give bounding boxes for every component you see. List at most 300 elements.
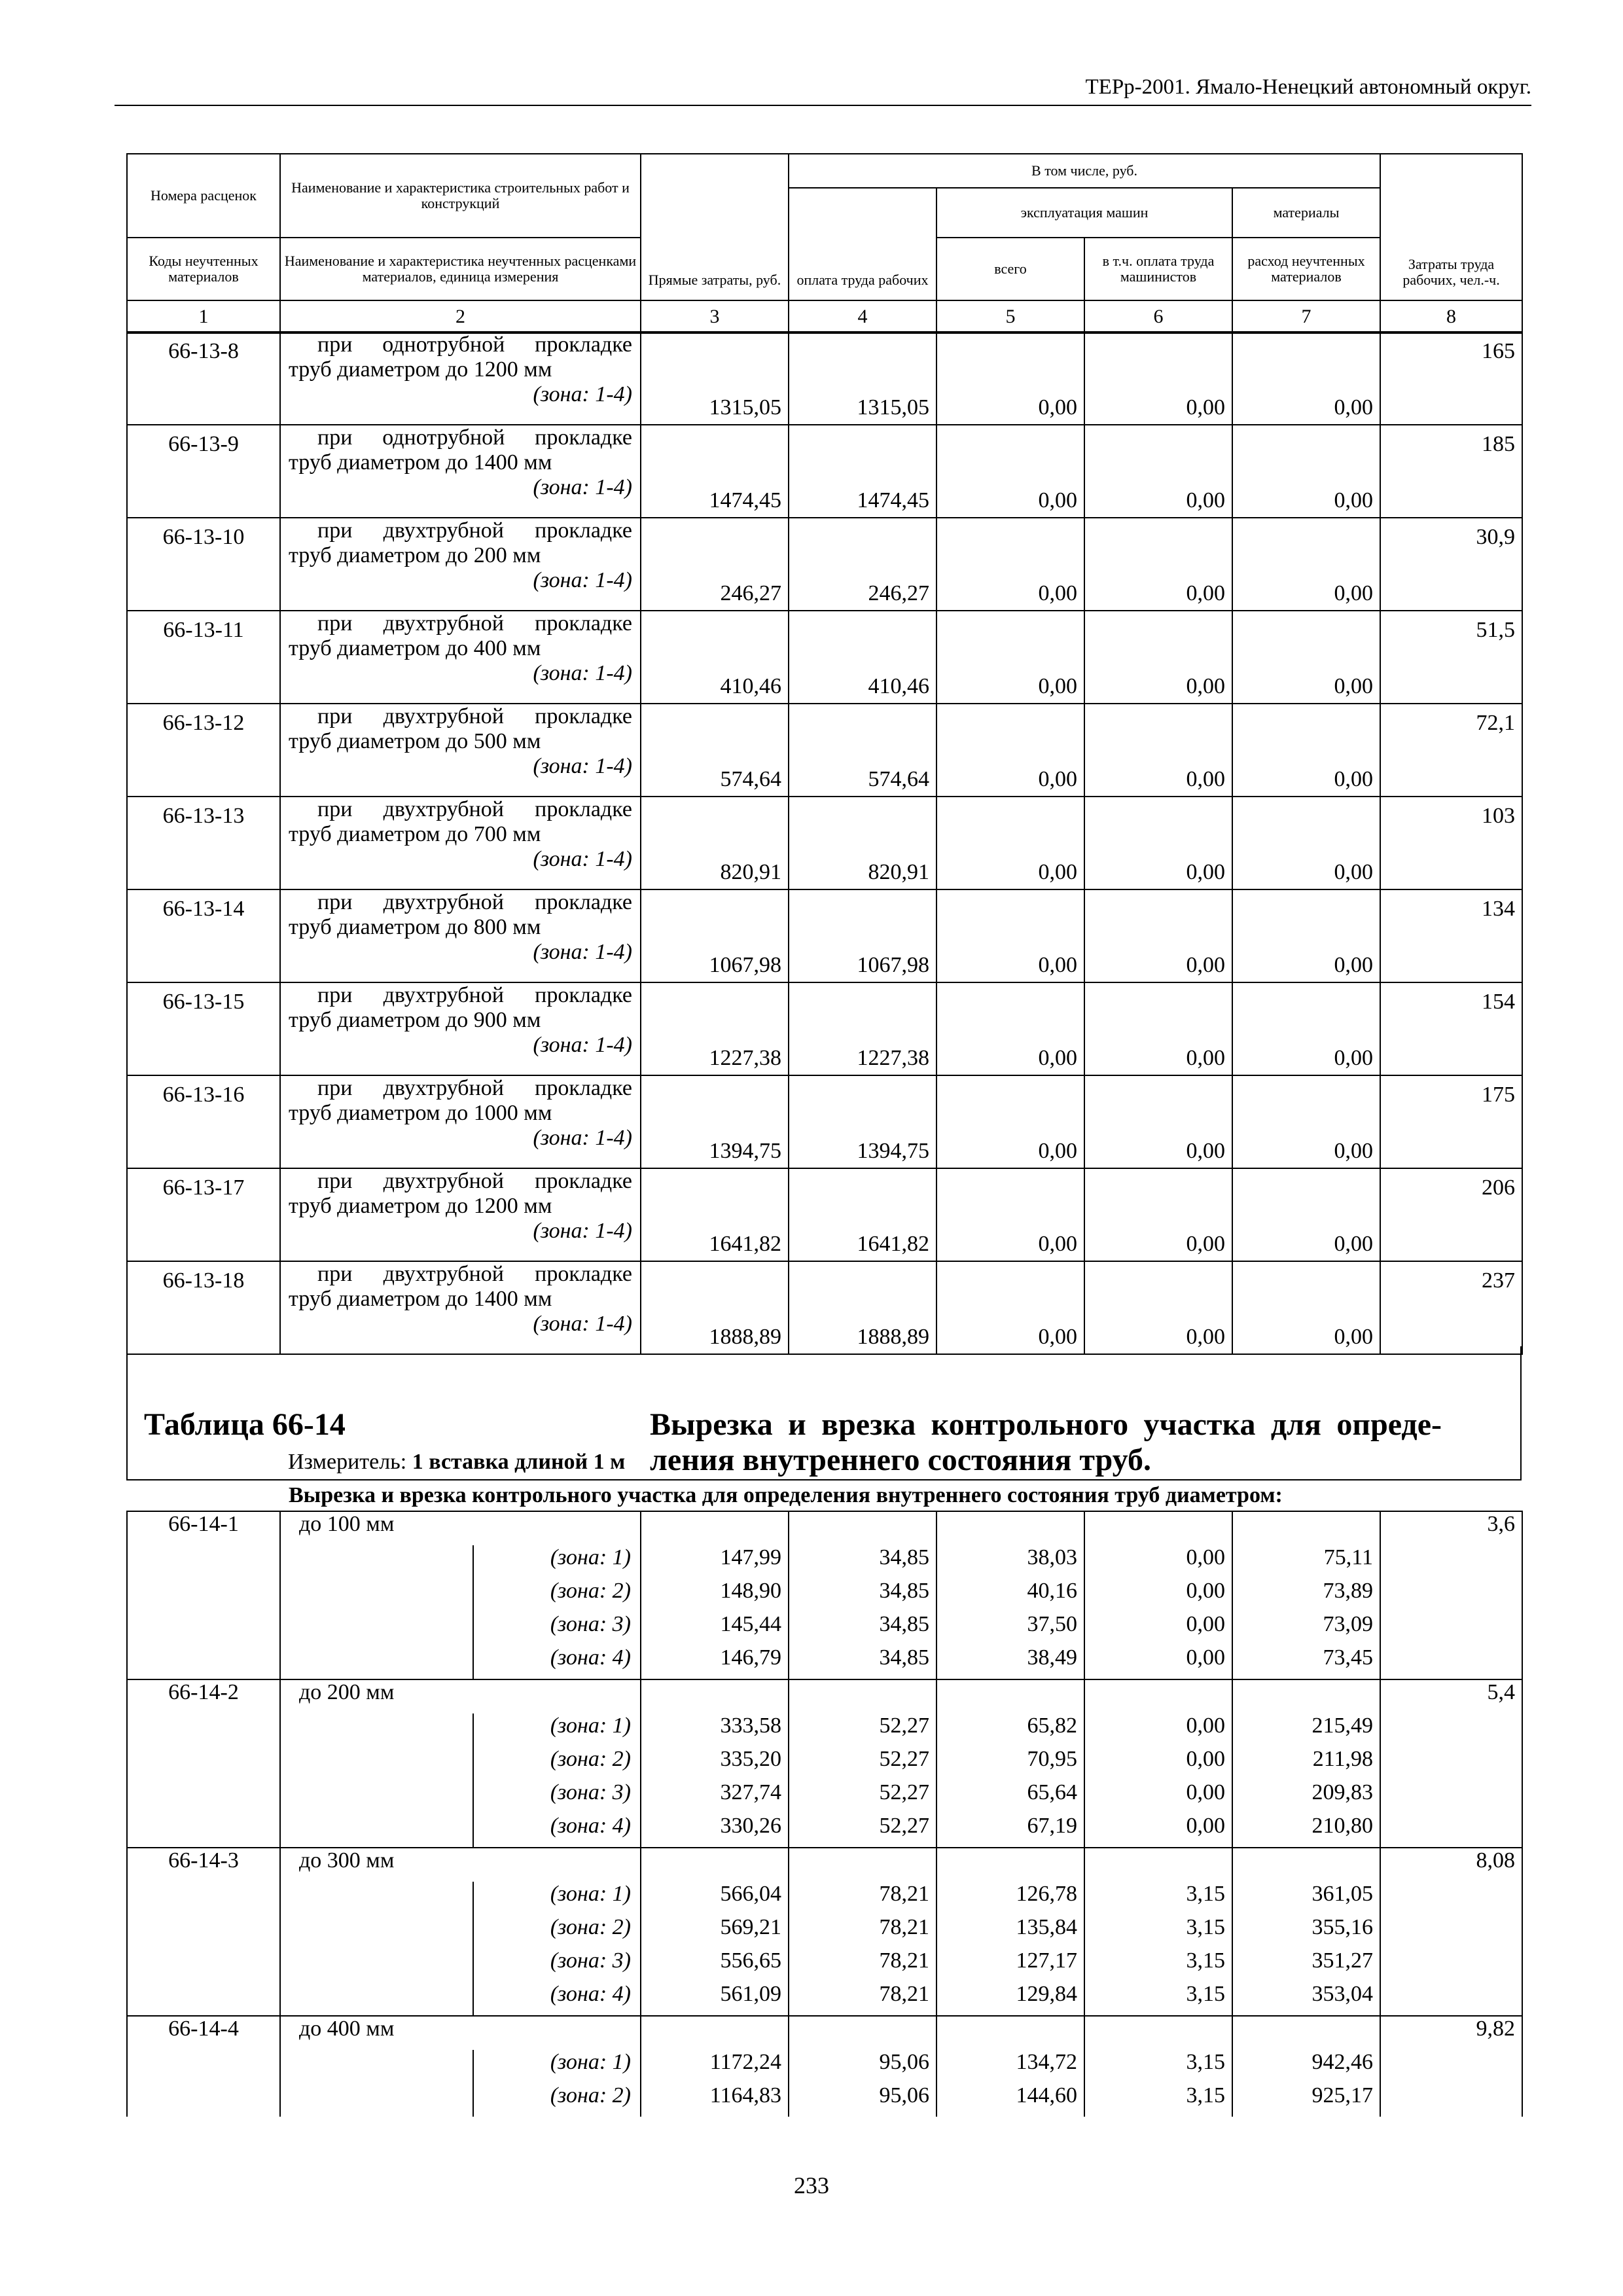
measure-unit: [288, 1449, 625, 1475]
worker-wages: 820,91: [789, 797, 936, 889]
zone-label: (зона: 3): [473, 1948, 641, 1982]
header-direct-costs: Прямые затраты, руб.: [641, 154, 789, 300]
running-header: ТЕРр-2001. Ямало-Ненецкий автономный округ.: [115, 73, 1531, 106]
description-line: труб диаметром до 1200 мм: [289, 1194, 552, 1218]
empty-cell: [280, 1780, 473, 1814]
empty-cell: [280, 1545, 473, 1579]
header-machine-operation: эксплуатация машин: [936, 188, 1232, 238]
direct-costs: 1474,45: [641, 425, 789, 518]
worker-wages: 78,21: [789, 1982, 936, 2016]
diameter-label: до 400 мм: [280, 2016, 641, 2050]
rate-code: 66-13-17: [127, 1168, 280, 1261]
zone-row: [127, 1713, 1522, 1747]
labor-costs: 134: [1380, 889, 1522, 982]
table-row: [127, 982, 1522, 1075]
machine-costs: 40,16: [936, 1579, 1084, 1612]
table-row: [127, 797, 1522, 889]
empty-cell: [1380, 1814, 1522, 1848]
empty-cell: [280, 1747, 473, 1780]
header-including: В том числе, руб.: [789, 154, 1380, 188]
empty-cell: [127, 1545, 280, 1579]
operator-wages: 0,00: [1084, 425, 1232, 518]
machine-costs: 38,49: [936, 1645, 1084, 1679]
worker-wages: 34,85: [789, 1645, 936, 1679]
worker-wages: 574,64: [789, 704, 936, 797]
direct-costs: 335,20: [641, 1747, 789, 1780]
zone-label: (зона: 2): [473, 2083, 641, 2117]
description-line: труб диаметром до 200 мм: [289, 543, 541, 567]
table-heading-line-2: ления внутреннего состояния труб.: [650, 1443, 1151, 1477]
labor-costs: 3,6: [1380, 1511, 1522, 1545]
rate-code: 66-13-14: [127, 889, 280, 982]
direct-costs: 246,27: [641, 518, 789, 611]
rate-code: 66-14-4: [127, 2016, 280, 2050]
zone-label: (зона: 1): [473, 1882, 641, 1915]
zone-row: [127, 1882, 1522, 1915]
materials-costs: 355,16: [1232, 1915, 1380, 1948]
labor-costs: 30,9: [1380, 518, 1522, 611]
header-materials: материалы: [1232, 188, 1380, 238]
table-heading: [650, 1407, 1442, 1478]
materials-costs: 0,00: [1232, 1168, 1380, 1261]
measure-label: Измеритель:: [288, 1450, 407, 1474]
column-number: 7: [1232, 300, 1380, 333]
zone-label: (зона: 1-4): [533, 568, 632, 592]
direct-costs: 1641,82: [641, 1168, 789, 1261]
empty-cell: [936, 1679, 1084, 1713]
direct-costs: 145,44: [641, 1612, 789, 1645]
empty-cell: [641, 2016, 789, 2050]
rate-code: 66-14-3: [127, 1848, 280, 1882]
worker-wages: 1888,89: [789, 1261, 936, 1354]
materials-costs: 0,00: [1232, 1075, 1380, 1168]
materials-costs: 925,17: [1232, 2083, 1380, 2117]
description-line: труб диаметром до 900 мм: [289, 1008, 541, 1032]
empty-cell: [280, 1882, 473, 1915]
column-header: [126, 153, 1523, 334]
table-row: [127, 2016, 1522, 2050]
zone-label: (зона: 1-4): [533, 1033, 632, 1057]
machine-costs: 0,00: [936, 518, 1084, 611]
labor-costs: 165: [1380, 332, 1522, 425]
header-labor-costs: Затраты труда рабочих, чел.-ч.: [1380, 154, 1522, 300]
description-line: труб диаметром до 700 мм: [289, 822, 541, 846]
empty-cell: [280, 1814, 473, 1848]
direct-costs: 561,09: [641, 1982, 789, 2016]
operator-wages: 3,15: [1084, 1882, 1232, 1915]
worker-wages: 34,85: [789, 1612, 936, 1645]
description-line: при двухтрубной прокладке: [317, 1076, 632, 1100]
direct-costs: 147,99: [641, 1545, 789, 1579]
worker-wages: 95,06: [789, 2083, 936, 2117]
worker-wages: 78,21: [789, 1882, 936, 1915]
empty-cell: [1380, 1982, 1522, 2016]
worker-wages: 78,21: [789, 1948, 936, 1982]
zone-label: (зона: 1-4): [533, 382, 632, 406]
machine-costs: 0,00: [936, 1075, 1084, 1168]
description-line: труб диаметром до 1400 мм: [289, 1287, 552, 1311]
materials-costs: 73,89: [1232, 1579, 1380, 1612]
column-number: 2: [280, 300, 641, 333]
worker-wages: 410,46: [789, 611, 936, 704]
zone-label: (зона: 1): [473, 2050, 641, 2083]
zone-row: [127, 1747, 1522, 1780]
machine-costs: 0,00: [936, 332, 1084, 425]
empty-cell: [1380, 1882, 1522, 1915]
rate-code: 66-13-13: [127, 797, 280, 889]
materials-costs: 0,00: [1232, 425, 1380, 518]
zone-row: [127, 1579, 1522, 1612]
empty-cell: [789, 1511, 936, 1545]
empty-cell: [1084, 1679, 1232, 1713]
labor-costs: 8,08: [1380, 1848, 1522, 1882]
description-line: труб диаметром до 1000 мм: [289, 1101, 552, 1125]
table-row: [127, 704, 1522, 797]
empty-cell: [280, 1915, 473, 1948]
table-frame-left: [126, 1346, 128, 1480]
materials-costs: 73,45: [1232, 1645, 1380, 1679]
table-row: [127, 1168, 1522, 1261]
diameter-label: до 100 мм: [280, 1511, 641, 1545]
zone-label: (зона: 1-4): [533, 847, 632, 871]
direct-costs: 1172,24: [641, 2050, 789, 2083]
materials-costs: 0,00: [1232, 1261, 1380, 1354]
header-codes: Номера расценок: [127, 154, 280, 238]
header-worker-wages: оплата труда рабочих: [789, 188, 936, 300]
empty-cell: [1380, 2083, 1522, 2117]
table-row: [127, 1511, 1522, 1545]
zone-row: [127, 1982, 1522, 2016]
labor-costs: 237: [1380, 1261, 1522, 1354]
empty-cell: [1380, 1747, 1522, 1780]
materials-costs: 942,46: [1232, 2050, 1380, 2083]
worker-wages: 52,27: [789, 1780, 936, 1814]
materials-costs: 210,80: [1232, 1814, 1380, 1848]
labor-costs: 5,4: [1380, 1679, 1522, 1713]
operator-wages: 3,15: [1084, 1982, 1232, 2016]
operator-wages: 0,00: [1084, 611, 1232, 704]
worker-wages: 78,21: [789, 1915, 936, 1948]
group-header: Вырезка и врезка контрольного участка для определения внутреннего состояния труб диаметром:: [126, 1479, 1522, 1512]
operator-wages: 3,15: [1084, 1948, 1232, 1982]
empty-cell: [127, 1982, 280, 2016]
operator-wages: 0,00: [1084, 1612, 1232, 1645]
materials-costs: 353,04: [1232, 1982, 1380, 2016]
empty-cell: [1084, 1511, 1232, 1545]
column-number: 1: [127, 300, 280, 333]
rate-code: 66-13-15: [127, 982, 280, 1075]
direct-costs: 330,26: [641, 1814, 789, 1848]
zone-label: (зона: 1-4): [533, 1126, 632, 1150]
worker-wages: 246,27: [789, 518, 936, 611]
machine-costs: 0,00: [936, 889, 1084, 982]
empty-cell: [1232, 1511, 1380, 1545]
empty-cell: [1084, 1848, 1232, 1882]
operator-wages: 0,00: [1084, 1075, 1232, 1168]
measure-value: 1 вставка длиной 1 м: [412, 1450, 626, 1474]
header-unaccounted-codes: Коды неучтенных материалов: [127, 238, 280, 300]
empty-cell: [936, 1848, 1084, 1882]
direct-costs: 1394,75: [641, 1075, 789, 1168]
materials-costs: 0,00: [1232, 518, 1380, 611]
table-row: [127, 1075, 1522, 1168]
worker-wages: 1227,38: [789, 982, 936, 1075]
diameter-label: до 200 мм: [280, 1679, 641, 1713]
worker-wages: 52,27: [789, 1747, 936, 1780]
rate-code: 66-13-9: [127, 425, 280, 518]
empty-cell: [127, 2083, 280, 2117]
machine-costs: 67,19: [936, 1814, 1084, 1848]
table-row: [127, 1679, 1522, 1713]
operator-wages: 0,00: [1084, 889, 1232, 982]
zone-row: [127, 1814, 1522, 1848]
rate-code: 66-13-12: [127, 704, 280, 797]
materials-costs: 73,09: [1232, 1612, 1380, 1645]
worker-wages: 1474,45: [789, 425, 936, 518]
operator-wages: 0,00: [1084, 797, 1232, 889]
zone-row: [127, 1645, 1522, 1679]
zone-label: (зона: 1-4): [533, 1219, 632, 1243]
direct-costs: 1888,89: [641, 1261, 789, 1354]
description-line: при двухтрубной прокладке: [317, 983, 632, 1007]
empty-cell: [1380, 1645, 1522, 1679]
materials-costs: 0,00: [1232, 797, 1380, 889]
labor-costs: 103: [1380, 797, 1522, 889]
empty-cell: [936, 2016, 1084, 2050]
operator-wages: 0,00: [1084, 332, 1232, 425]
table-row: [127, 1848, 1522, 1882]
worker-wages: 34,85: [789, 1579, 936, 1612]
machine-costs: 129,84: [936, 1982, 1084, 2016]
zone-label: (зона: 1): [473, 1545, 641, 1579]
empty-cell: [280, 1645, 473, 1679]
direct-costs: 327,74: [641, 1780, 789, 1814]
zone-row: [127, 1545, 1522, 1579]
direct-costs: 1227,38: [641, 982, 789, 1075]
table-row: [127, 332, 1522, 425]
rate-code: 66-14-1: [127, 1511, 280, 1545]
worker-wages: 52,27: [789, 1713, 936, 1747]
zone-label: (зона: 1-4): [533, 475, 632, 499]
rate-code: 66-13-11: [127, 611, 280, 704]
empty-cell: [1232, 2016, 1380, 2050]
direct-costs: 1164,83: [641, 2083, 789, 2117]
rates-table-66-14: [126, 1511, 1523, 2117]
operator-wages: 0,00: [1084, 1261, 1232, 1354]
empty-cell: [1380, 1579, 1522, 1612]
empty-cell: [1380, 1948, 1522, 1982]
materials-costs: 0,00: [1232, 332, 1380, 425]
table-row: [127, 425, 1522, 518]
zone-row: [127, 1612, 1522, 1645]
machine-costs: 0,00: [936, 1168, 1084, 1261]
header-machine-total: всего: [936, 238, 1084, 300]
direct-costs: 574,64: [641, 704, 789, 797]
worker-wages: 1067,98: [789, 889, 936, 982]
direct-costs: 820,91: [641, 797, 789, 889]
empty-cell: [789, 1679, 936, 1713]
empty-cell: [127, 1915, 280, 1948]
empty-cell: [1380, 1545, 1522, 1579]
zone-label: (зона: 2): [473, 1747, 641, 1780]
description-line: при двухтрубной прокладке: [317, 704, 632, 728]
zone-row: [127, 1948, 1522, 1982]
work-description: [280, 1075, 641, 1168]
empty-cell: [1232, 1679, 1380, 1713]
empty-cell: [127, 1645, 280, 1679]
column-number: 4: [789, 300, 936, 333]
empty-cell: [280, 1579, 473, 1612]
empty-cell: [789, 2016, 936, 2050]
worker-wages: 1315,05: [789, 332, 936, 425]
machine-costs: 144,60: [936, 2083, 1084, 2117]
empty-cell: [127, 1747, 280, 1780]
materials-costs: 75,11: [1232, 1545, 1380, 1579]
empty-cell: [1380, 1713, 1522, 1747]
worker-wages: 95,06: [789, 2050, 936, 2083]
empty-cell: [641, 1848, 789, 1882]
description-line: труб диаметром до 800 мм: [289, 915, 541, 939]
machine-costs: 134,72: [936, 2050, 1084, 2083]
work-description: [280, 332, 641, 425]
zone-row: [127, 1780, 1522, 1814]
empty-cell: [280, 1713, 473, 1747]
zone-row: [127, 2050, 1522, 2083]
zone-row: [127, 2083, 1522, 2117]
description-line: труб диаметром до 500 мм: [289, 729, 541, 753]
empty-cell: [127, 1579, 280, 1612]
zone-label: (зона: 1-4): [533, 1312, 632, 1336]
work-description: [280, 1261, 641, 1354]
empty-cell: [936, 1511, 1084, 1545]
header-unaccounted-materials: расход неучтенных материалов: [1232, 238, 1380, 300]
header-operator-wages: в т.ч. оплата труда машинистов: [1084, 238, 1232, 300]
empty-cell: [127, 2050, 280, 2083]
empty-cell: [1084, 2016, 1232, 2050]
materials-costs: 211,98: [1232, 1747, 1380, 1780]
page-number: 233: [794, 2172, 829, 2198]
empty-cell: [127, 1612, 280, 1645]
work-description: [280, 425, 641, 518]
direct-costs: 556,65: [641, 1948, 789, 1982]
zone-label: (зона: 2): [473, 1915, 641, 1948]
description-line: труб диаметром до 400 мм: [289, 636, 541, 660]
direct-costs: 148,90: [641, 1579, 789, 1612]
description-line: при двухтрубной прокладке: [317, 1262, 632, 1286]
machine-costs: 65,64: [936, 1780, 1084, 1814]
labor-costs: 9,82: [1380, 2016, 1522, 2050]
materials-costs: 351,27: [1232, 1948, 1380, 1982]
zone-label: (зона: 1-4): [533, 754, 632, 778]
machine-costs: 135,84: [936, 1915, 1084, 1948]
materials-costs: 0,00: [1232, 982, 1380, 1075]
operator-wages: 0,00: [1084, 1814, 1232, 1848]
work-description: [280, 982, 641, 1075]
description-line: при двухтрубной прокладке: [317, 611, 632, 636]
operator-wages: 0,00: [1084, 1780, 1232, 1814]
zone-label: (зона: 1): [473, 1713, 641, 1747]
machine-costs: 0,00: [936, 425, 1084, 518]
empty-cell: [1380, 1612, 1522, 1645]
machine-costs: 0,00: [936, 1261, 1084, 1354]
empty-cell: [789, 1848, 936, 1882]
header-unaccounted-name: Наименование и характеристика неучтенных расценками материалов, единица измерения: [280, 238, 641, 300]
empty-cell: [127, 1713, 280, 1747]
operator-wages: 0,00: [1084, 1545, 1232, 1579]
rates-table-66-13: [126, 331, 1523, 1355]
machine-costs: 38,03: [936, 1545, 1084, 1579]
work-description: [280, 1168, 641, 1261]
labor-costs: 206: [1380, 1168, 1522, 1261]
zone-label: (зона: 3): [473, 1612, 641, 1645]
description-line: при двухтрубной прокладке: [317, 518, 632, 543]
operator-wages: 0,00: [1084, 518, 1232, 611]
zone-label: (зона: 4): [473, 1982, 641, 2016]
rate-code: 66-13-10: [127, 518, 280, 611]
machine-costs: 0,00: [936, 797, 1084, 889]
work-description: [280, 611, 641, 704]
description-line: при однотрубной прокладке: [317, 425, 632, 450]
direct-costs: 410,46: [641, 611, 789, 704]
work-description: [280, 889, 641, 982]
table-row: [127, 611, 1522, 704]
worker-wages: 34,85: [789, 1545, 936, 1579]
worker-wages: 52,27: [789, 1814, 936, 1848]
zone-label: (зона: 1-4): [533, 940, 632, 964]
operator-wages: 0,00: [1084, 1747, 1232, 1780]
work-description: [280, 797, 641, 889]
rate-code: 66-13-16: [127, 1075, 280, 1168]
operator-wages: 0,00: [1084, 1713, 1232, 1747]
zone-label: (зона: 4): [473, 1814, 641, 1848]
empty-cell: [280, 2050, 473, 2083]
rate-code: 66-13-18: [127, 1261, 280, 1354]
description-line: при двухтрубной прокладке: [317, 797, 632, 821]
empty-cell: [641, 1679, 789, 1713]
machine-costs: 70,95: [936, 1747, 1084, 1780]
empty-cell: [1380, 1780, 1522, 1814]
operator-wages: 0,00: [1084, 1579, 1232, 1612]
zone-label: (зона: 4): [473, 1645, 641, 1679]
empty-cell: [280, 2083, 473, 2117]
empty-cell: [280, 1612, 473, 1645]
operator-wages: 0,00: [1084, 982, 1232, 1075]
machine-costs: 65,82: [936, 1713, 1084, 1747]
direct-costs: 1315,05: [641, 332, 789, 425]
machine-costs: 0,00: [936, 611, 1084, 704]
empty-cell: [127, 1814, 280, 1848]
diameter-label: до 300 мм: [280, 1848, 641, 1882]
machine-costs: 37,50: [936, 1612, 1084, 1645]
empty-cell: [641, 1511, 789, 1545]
table-label: Таблица 66-14: [144, 1407, 346, 1442]
operator-wages: 0,00: [1084, 1645, 1232, 1679]
column-number: 5: [936, 300, 1084, 333]
zone-label: (зона: 2): [473, 1579, 641, 1612]
machine-costs: 127,17: [936, 1948, 1084, 1982]
materials-costs: 361,05: [1232, 1882, 1380, 1915]
empty-cell: [127, 1948, 280, 1982]
labor-costs: 185: [1380, 425, 1522, 518]
operator-wages: 0,00: [1084, 1168, 1232, 1261]
materials-costs: 0,00: [1232, 889, 1380, 982]
empty-cell: [280, 1982, 473, 2016]
empty-cell: [127, 1780, 280, 1814]
operator-wages: 3,15: [1084, 1915, 1232, 1948]
table-heading-line-1: Вырезка и врезка контрольного участка для опреде-: [650, 1407, 1442, 1442]
table-frame-right: [1520, 1346, 1522, 1480]
operator-wages: 3,15: [1084, 2050, 1232, 2083]
